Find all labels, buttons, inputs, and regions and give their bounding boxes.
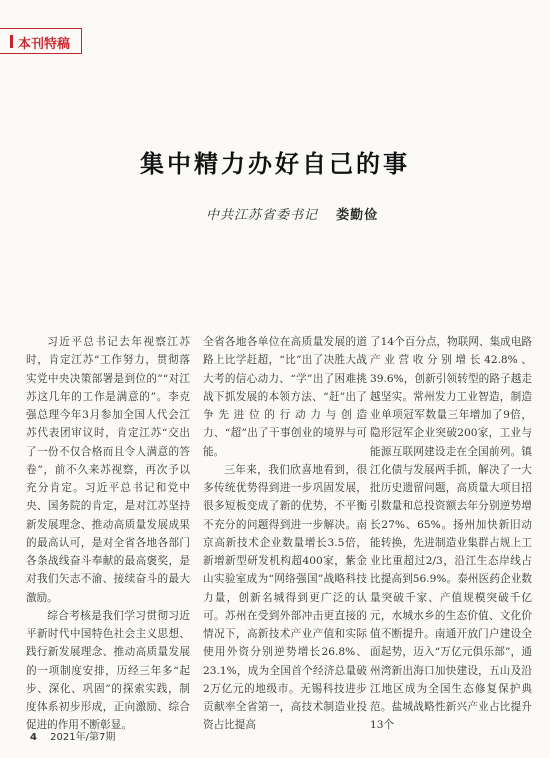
author-name: 娄勤俭 <box>336 208 379 223</box>
body-paragraph: 综合考核是我们学习贯彻习近平新时代中国特色社会主义思想、践行新发展理念、推动高质量发展的一项制度安排，历经三年多“起步、深化、巩固”的探索实践，制度体系初步形成，正向激励、综合促进的作用不断彰显。 <box>26 609 190 732</box>
article-title: 集中精力办好自己的事 <box>140 150 410 178</box>
body-column-2 <box>203 333 367 735</box>
body-paragraph: 习近平总书记去年视察江苏时，肯定江苏“工作努力，贯彻落实党中央决策部署是到位的”“对江苏这几年的工作是满意的”。李克强总理今年3月参加全国人代会江苏代表团审议时，肯定江苏“交出了一份不仅合格而且令人满意的答卷”，前不久来苏视察，再次予以充分肯定。习近平总书记和党中央、国务院的肯定，是对江苏坚持新发展理念、推动高质量发展成果的最高认可，是对全省各地各部门各条战线奋斗奉献的最高褒奖，是对我们矢志不渝、接续奋斗的最大激励。 <box>26 336 190 604</box>
byline <box>206 204 378 223</box>
body-column-1 <box>26 333 190 735</box>
issue-label: 2021年/第7期 <box>50 732 116 743</box>
page-number: 4 <box>30 732 37 743</box>
body-column-3 <box>370 333 532 735</box>
column-section-tag <box>0 28 82 54</box>
body-paragraph: 全省各地各单位在高质量发展的道路上比学赶超，“比”出了决胜大战大考的信心动力、“学”出了困难挑战下抓发展的本领方法、“赶”出了争先进位的行动力与创造力、“超”出了干事创业的境界与可能。 <box>203 336 367 458</box>
page-footer <box>30 728 115 743</box>
author-organization: 中共江苏省委书记 <box>206 208 319 223</box>
body-paragraph: 三年来，我们欣喜地看到，很多传统优势得到进一步巩固发展，很多短板变成了新的优势，不平衡不充分的问题得到进一步解决。南京高新技术企业数量增长3.5倍，新增新型研发机构超400家，紫金山实验室成为“网络强国”战略科技力量，创新名城得到更广泛的认可。苏州在受到外部冲击更直接的情况下，高新技术产业产值和实际使用外资分别逆势增长26.8%、23.1%，成为全国首个经济总量破2万亿元的地级市。无锡科技进步贡献率全省第一，高技术制造业投资占比提高 <box>203 463 367 732</box>
section-tag-label: 本刊特稿 <box>18 37 71 52</box>
body-paragraph: 了14个百分点，物联网、集成电路产业营收分别增长42.8%、39.6%，创新引领转型的路子越走越坚实。常州发力工业智造，制造业单项冠军数量三年增加了9倍，隐形冠军企业突破200家，工业与能源互联网建设走在全国前列。镇江化债与发展两手抓，解决了一大批历史遗留问题，高质量大项目招引数量和总投资额去年分别逆势增长27%、65%。扬州加快新旧动能转换，先进制造业集群占规上工业比重超过2/3，沿江生态岸线占比提高到56.9%。泰州医药企业数量突破千家、产值规模突破千亿元，水城水乡的生态价值、文化价值不断提升。南通开放门户建设全面起势，迈入“万亿元俱乐部”，通州湾新出海口加快建设，五山及沿江地区成为全国生态修复保护典范。盐城战略性新兴产业占比提升13个 <box>370 336 532 732</box>
section-tag-bar <box>10 35 13 48</box>
